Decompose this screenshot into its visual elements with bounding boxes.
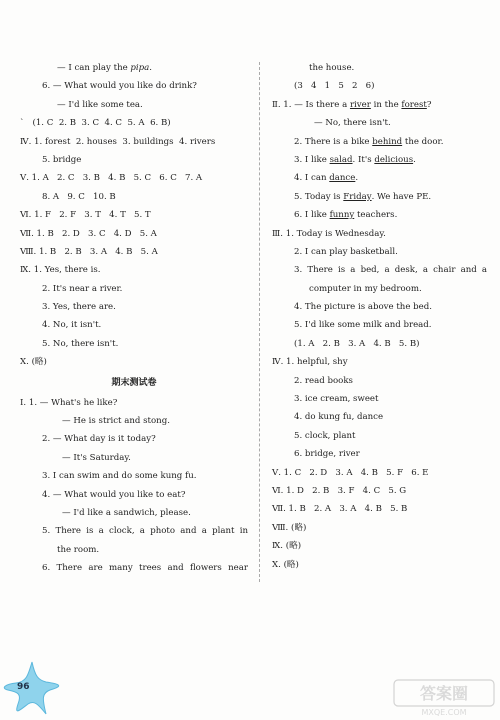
answer-line: [272, 316, 487, 334]
answer-line: [272, 335, 487, 353]
svg-text:答案圈: 答案圈: [419, 684, 469, 703]
line-text: Ⅳ. 1. forest 2. houses 3. buildings 4. rivers: [20, 136, 216, 147]
starfish-decoration-icon: [2, 658, 66, 718]
answer-line: [272, 133, 487, 151]
answer-line: [20, 541, 248, 559]
line-text: 2. — What day is it today?: [42, 434, 156, 445]
line-text: Ⅳ. 1. helpful, shy: [272, 357, 348, 368]
answer-line: [272, 206, 487, 224]
answer-line: [272, 188, 487, 206]
answer-line: [20, 261, 248, 279]
line-text: 2. I can play basketball.: [294, 246, 398, 257]
line-text: 4. I can: [294, 173, 330, 184]
answer-line: [20, 77, 248, 95]
answer-line: [272, 408, 487, 426]
underlined-word: forest: [401, 99, 427, 110]
line-text: Ⅹ. (略): [20, 357, 47, 368]
underlined-word: funny: [329, 210, 355, 221]
answer-line: [20, 243, 248, 261]
column-divider: [259, 62, 260, 582]
answer-line: [20, 280, 248, 298]
answer-line: [20, 353, 248, 371]
answer-line: [272, 464, 487, 482]
answer-line: [20, 394, 248, 412]
line-text: 6. — What would you like do drink?: [42, 81, 197, 92]
line-text: Ⅷ. (略): [272, 522, 307, 533]
svg-text:MXQE.COM: MXQE.COM: [421, 708, 467, 717]
line-text: — He is strict and stong.: [62, 416, 170, 427]
answer-line: [272, 537, 487, 555]
answer-line: [20, 504, 248, 522]
answer-line: [272, 169, 487, 187]
line-text: — I'd like some tea.: [57, 99, 143, 110]
answer-line: [20, 225, 248, 243]
answer-line: [272, 482, 487, 500]
line-text: Ⅱ. 1. — Is there a: [272, 99, 350, 110]
line-text: 3. Yes, there are.: [42, 302, 116, 313]
line-text: — No, there isn't.: [314, 118, 391, 129]
line-text: 5. I'd like some milk and bread.: [294, 320, 432, 331]
line-text: .: [355, 173, 359, 184]
answer-line: [20, 114, 248, 132]
line-text: 3. I like: [294, 154, 330, 165]
line-text: 5. There is a clock, a photo and a plant in: [42, 526, 248, 537]
answer-line: [272, 390, 487, 408]
section-heading: 期末测试卷: [111, 377, 157, 388]
answer-line: [20, 430, 248, 448]
underlined-word: Friday: [343, 191, 372, 202]
line-text: . We have PE.: [371, 191, 432, 202]
line-text: 4. The picture is above the bed.: [294, 302, 432, 313]
line-text: Ⅲ. 1. Today is Wednesday.: [272, 228, 386, 239]
answer-line: [272, 353, 487, 371]
answer-line: [20, 206, 248, 224]
line-text: in the: [370, 99, 402, 110]
line-text: (1. A 2. B 3. A 4. B 5. B): [294, 338, 420, 349]
line-text: computer in my bedroom.: [309, 283, 422, 294]
answer-line: [20, 151, 248, 169]
answer-line: [20, 298, 248, 316]
line-text: 8. A 9. C 10. B: [42, 191, 116, 202]
answer-line: [20, 316, 248, 334]
line-text: 4. do kung fu, dance: [294, 412, 384, 423]
line-text: 4. No, it isn't.: [42, 320, 102, 331]
line-text: the door.: [402, 136, 444, 147]
line-text: .: [149, 63, 153, 73]
underlined-word: delicious: [374, 154, 414, 165]
answer-line: [20, 449, 248, 467]
line-text: Ⅵ. 1. F 2. F 3. T 4. T 5. T: [20, 210, 151, 221]
answer-line: [20, 59, 248, 77]
answer-line: [272, 556, 487, 574]
watermark-logo-icon: [392, 678, 496, 718]
line-text: Ⅴ. 1. A 2. C 3. B 4. B 5. C 6. C 7. A: [20, 173, 203, 184]
answer-line: [20, 412, 248, 430]
answer-line: [20, 522, 248, 540]
line-text: 3. ice cream, sweet: [294, 394, 379, 405]
answer-line: [272, 243, 487, 261]
italic-word: pipa: [130, 63, 150, 73]
answer-line: [272, 372, 487, 390]
line-text: 4. — What would you like to eat?: [42, 489, 186, 500]
line-text: Ⅰ. 1. — What's he like?: [20, 397, 118, 408]
line-text: ?: [426, 99, 432, 110]
answer-line: [272, 77, 487, 95]
answer-line: [272, 151, 487, 169]
line-text: — I can play the: [57, 63, 131, 73]
line-text: ` (1. C 2. B 3. C 4. C 5. A 6. B): [20, 118, 171, 129]
answer-line: [20, 486, 248, 504]
line-text: Ⅹ. (略): [272, 559, 299, 570]
line-text: Ⅶ. 1. B 2. A 3. A 4. B 5. B: [272, 504, 408, 515]
answer-line: [272, 519, 487, 537]
line-text: 6. There are many trees and flowers near: [42, 563, 248, 574]
answer-line: [272, 114, 487, 132]
line-text: — I'd like a sandwich, please.: [62, 507, 191, 518]
underlined-word: river: [349, 99, 371, 110]
line-text: 5. clock, plant: [294, 430, 356, 441]
answer-line: [272, 500, 487, 518]
line-text: . It's: [352, 154, 375, 165]
answer-line: [272, 59, 487, 77]
answer-line: [20, 559, 248, 577]
line-text: — It's Saturday.: [62, 452, 131, 463]
underlined-word: behind: [372, 136, 403, 147]
answer-line: [272, 280, 487, 298]
answer-line: [272, 96, 487, 114]
right-column: [272, 59, 487, 574]
answer-line: [272, 445, 487, 463]
line-text: (3 4 1 5 2 6): [294, 81, 375, 92]
line-text: 5. No, there isn't.: [42, 338, 119, 349]
line-text: the house.: [309, 63, 355, 73]
answer-line: [20, 169, 248, 187]
line-text: 2. It's near a river.: [42, 283, 123, 294]
answer-line: [20, 467, 248, 485]
line-text: 3. There is a bed, a desk, a chair and a: [294, 265, 487, 276]
page-number: 96: [17, 682, 30, 692]
line-text: 5. Today is: [294, 191, 344, 202]
answer-line: [272, 225, 487, 243]
line-text: 3. I can swim and do some kung fu.: [42, 471, 197, 482]
underlined-word: salad: [329, 154, 353, 165]
underlined-word: dance: [329, 173, 356, 184]
line-text: Ⅸ. 1. Yes, there is.: [20, 265, 101, 276]
line-text: 2. There is a bike: [294, 136, 373, 147]
left-column: [20, 59, 248, 578]
answer-line: [272, 261, 487, 279]
line-text: the room.: [57, 544, 100, 555]
answer-line: [20, 133, 248, 151]
line-text: Ⅶ. 1. B 2. D 3. C 4. D 5. A: [20, 228, 157, 239]
line-text: .: [413, 154, 416, 165]
line-text: 6. bridge, river: [294, 449, 360, 460]
line-text: 6. I like: [294, 210, 330, 221]
line-text: Ⅸ. (略): [272, 541, 302, 552]
line-text: Ⅵ. 1. D 2. B 3. F 4. C 5. G: [272, 485, 407, 496]
answer-line: [272, 298, 487, 316]
answer-line: [20, 96, 248, 114]
line-text: 2. read books: [294, 375, 353, 386]
line-text: Ⅴ. 1. C 2. D 3. A 4. B 5. F 6. E: [272, 467, 429, 478]
line-text: teachers.: [354, 210, 398, 221]
answer-line: [20, 335, 248, 353]
line-text: Ⅷ. 1. B 2. B 3. A 4. B 5. A: [20, 246, 158, 257]
answer-line: [20, 188, 248, 206]
line-text: 5. bridge: [42, 154, 82, 165]
answer-line: [272, 427, 487, 445]
